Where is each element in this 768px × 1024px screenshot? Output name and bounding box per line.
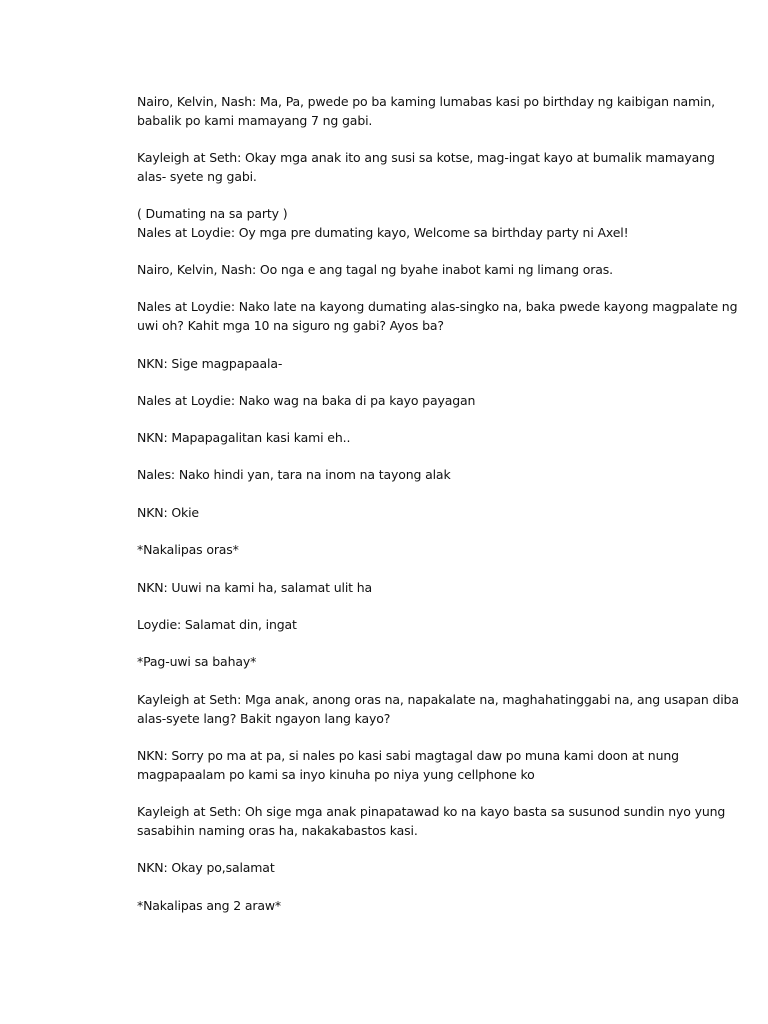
paragraph — [137, 579, 697, 598]
text-line: NKN: Uuwi na kami ha, salamat ulit ha — [137, 580, 373, 595]
text-line: alas- syete ng gabi. — [137, 168, 257, 184]
text-line: Nairo, Kelvin, Nash: Ma, Pa, pwede po ba kaming lumabas kasi po birthday ng kaibigan namin, — [137, 94, 715, 109]
paragraph — [137, 93, 715, 130]
paragraph — [137, 205, 697, 242]
text-line: uwi oh? Kahit mga 10 na siguro ng gabi? Ayos ba? — [137, 317, 444, 333]
text-line: Kayleigh at Seth: Mga anak, anong oras na, napakalate na, maghahatinggabi na, ang usapan diba — [137, 692, 739, 707]
paragraph — [137, 149, 715, 186]
paragraph — [137, 466, 697, 485]
text-line: *Nakalipas ang 2 araw* — [137, 898, 282, 913]
text-line: Kayleigh at Seth: Oh sige mga anak pinapatawad ko na kayo basta sa susunod sundin nyo yung — [137, 804, 726, 819]
paragraph — [137, 261, 697, 280]
paragraph — [137, 504, 697, 523]
text-line: NKN: Okie — [137, 505, 199, 520]
paragraph — [137, 653, 697, 672]
paragraph — [137, 298, 738, 335]
paragraph — [137, 392, 697, 411]
paragraph — [137, 691, 739, 728]
paragraph — [137, 355, 697, 374]
text-line: Nales at Loydie: Oy mga pre dumating kayo, Welcome sa birthday party ni Axel! — [137, 224, 629, 240]
text-line: babalik po kami mamayang 7 ng gabi. — [137, 112, 373, 128]
paragraph — [137, 859, 697, 878]
text-line: *Nakalipas oras* — [137, 542, 239, 557]
text-line: Nales: Nako hindi yan, tara na inom na tayong alak — [137, 467, 451, 482]
text-line: magpapaalam po kami sa inyo kinuha po niya yung cellphone ko — [137, 766, 535, 782]
text-line: Nales at Loydie: Nako late na kayong dumating alas-singko na, baka pwede kayong magpalate ng — [137, 299, 738, 314]
text-line: Loydie: Salamat din, ingat — [137, 617, 297, 632]
paragraph — [137, 541, 697, 560]
text-line: NKN: Mapapagalitan kasi kami eh.. — [137, 430, 351, 445]
paragraph — [137, 616, 697, 635]
text-line: NKN: Sige magpapaala- — [137, 356, 283, 371]
paragraph — [137, 803, 726, 840]
paragraph — [137, 747, 697, 784]
paragraph — [137, 897, 697, 916]
text-line: Nairo, Kelvin, Nash: Oo nga e ang tagal ng byahe inabot kami ng limang oras. — [137, 262, 613, 277]
text-line: alas-syete lang? Bakit ngayon lang kayo? — [137, 710, 391, 726]
text-line: sasabihin naming oras ha, nakakabastos kasi. — [137, 822, 418, 838]
text-line: Nales at Loydie: Nako wag na baka di pa kayo payagan — [137, 393, 476, 408]
text-line: NKN: Sorry po ma at pa, si nales po kasi sabi magtagal daw po muna kami doon at nung — [137, 748, 679, 763]
text-line: *Pag-uwi sa bahay* — [137, 654, 257, 669]
text-line: Kayleigh at Seth: Okay mga anak ito ang susi sa kotse, mag-ingat kayo at bumalik mamayang — [137, 150, 715, 165]
text-line: ( Dumating na sa party ) — [137, 206, 288, 221]
text-line: NKN: Okay po,salamat — [137, 860, 275, 875]
paragraph — [137, 429, 697, 448]
